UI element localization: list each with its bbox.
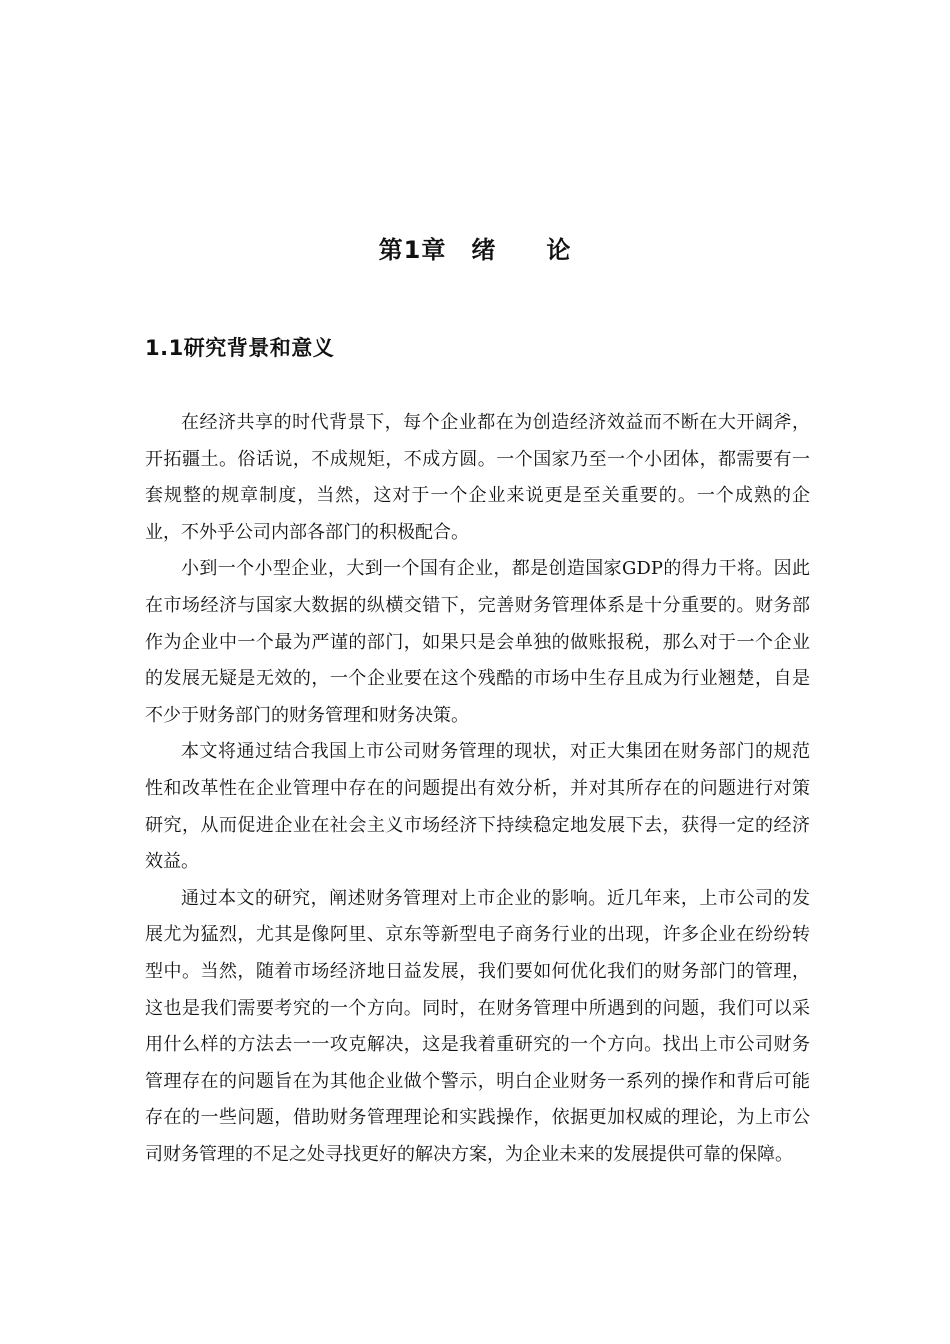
section-title: 1.1研究背景和意义 — [145, 336, 335, 360]
chapter-title — [0, 232, 950, 268]
paragraph-2: 小到一个小型企业，大到一个国有企业，都是创造国家GDP的得力干将。因此在市场经济与国家大数据的纵横交错下，完善财务管理体系是十分重要的。财务部作为企业中一个最为严谨的部门，如果只是会单独的做账报税，那么对于一个企业的发展无疑是无效的，一个企业要在这个残酷的市场中生存且成为行业翘楚，自是不少于财务部门的财务管理和财务决策。 — [145, 558, 810, 726]
chapter-title-text: 第1章 绪 论 — [378, 236, 572, 264]
paragraph-1: 在经济共享的时代背景下，每个企业都在为创造经济效益而不断在大开阔斧，开拓疆土。俗话说，不成规矩，不成方圆。一个国家乃至一个小团体，都需要有一套规整的规章制度，当然，这对于一个企业来说更是至关重要的。一个成熟的企业，不外乎公司内部各部门的积极配合。 — [145, 412, 810, 543]
paragraph-3: 本文将通过结合我国上市公司财务管理的现状，对正大集团在财务部门的规范性和改革性在企业管理中存在的问题提出有效分析，并对其所存在的问题进行对策研究，从而促进企业在社会主义市场经济下持续稳定地发展下去，获得一定的经济效益。 — [145, 741, 810, 873]
paragraph-4: 通过本文的研究，阐述财务管理对上市企业的影响。近几年来，上市公司的发展尤为猛烈，尤其是像阿里、京东等新型电子商务行业的出现，许多企业在纷纷转型中。当然，随着市场经济地日益发展，我们要如何优化我们的财务部门的管理，这也是我们需要考究的一个方向。同时，在财务管理中所遇到的问题，我们可以采用什么样的方法去一一攻克解决，这是我着重研究的一个方向。找出上市公司财务管理存在的问题旨在为其他企业做个警示，明白企业财务一系列的操作和背后可能存在的一些问题，借助财务管理理论和实践操作，依据更加权威的理论，为上市公司财务管理的不足之处寻找更好的解决方案，为企业未来的发展提供可靠的保障。 — [145, 887, 810, 1165]
body-text — [145, 405, 810, 1173]
